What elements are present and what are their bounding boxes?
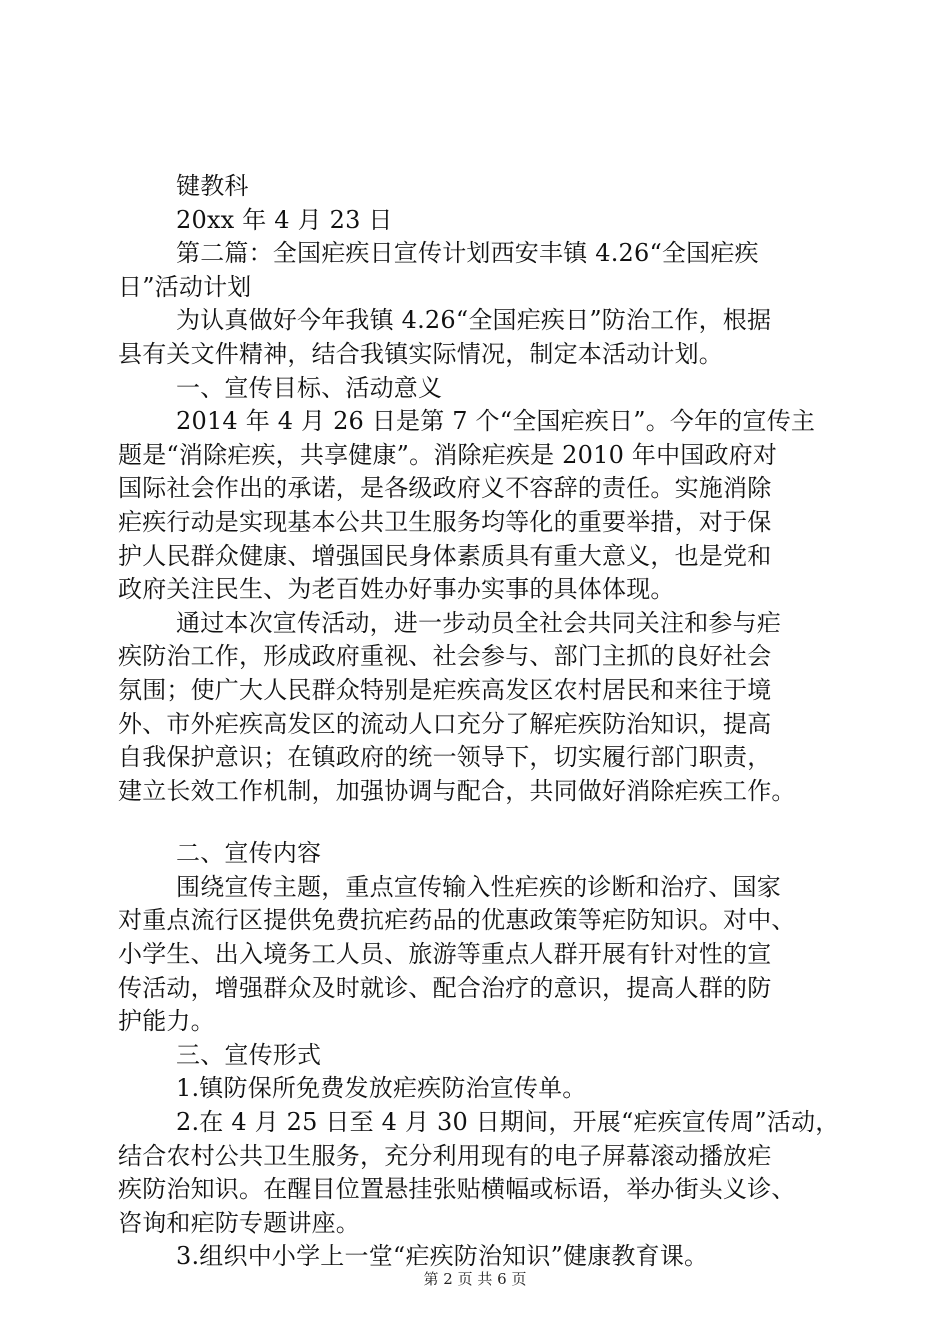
text-line: 围绕宣传主题，重点宣传输入性疟疾的诊断和治疗、国家 [176, 872, 781, 901]
text-line: 题是“消除疟疾，共享健康”。消除疟疾是 2010 年中国政府对 [118, 440, 778, 469]
text-line: 键教科 [176, 172, 249, 200]
text-line: 自我保护意识；在镇政府的统一领导下，切实履行部门职责， [118, 743, 772, 772]
text-line: 传活动，增强群众及时就诊、配合治疗的意识，提高人群的防 [118, 973, 772, 1002]
text-line: 疟疾行动是实现基本公共卫生服务均等化的重要举措，对于保 [118, 507, 772, 536]
text-line: 日”活动计划 [118, 272, 252, 301]
document-body [118, 170, 838, 1274]
text-line: 通过本次宣传活动，进一步动员全社会共同关注和参与疟 [176, 608, 781, 637]
text-line: 三、宣传形式 [176, 1040, 322, 1069]
text-line: 为认真做好今年我镇 4.26“全国疟疾日”防治工作，根据 [176, 306, 772, 335]
text-line: 建立长效工作机制，加强协调与配合，共同做好消除疟疾工作。 [118, 776, 796, 805]
text-line: 县有关文件精神，结合我镇实际情况，制定本活动计划。 [118, 339, 723, 368]
text-line: 2014 年 4 月 26 日是第 7 个“全国疟疾日”。今年的宣传主 [176, 407, 816, 436]
text-line: 一、宣传目标、活动意义 [176, 373, 443, 402]
text-line: 国际社会作出的承诺，是各级政府义不容辞的责任。实施消除 [118, 474, 772, 503]
text-line: 政府关注民生、为老百姓办好事办实事的具体体现。 [118, 575, 675, 604]
text-line: 第二篇：全国疟疾日宣传计划西安丰镇 4.26“全国疟疾 [176, 239, 759, 268]
text-line: 咨询和疟防专题讲座。 [118, 1208, 360, 1237]
page-footer: 第 2 页 共 6 页 [423, 1270, 527, 1288]
text-line: 疾防治工作，形成政府重视、社会参与、部门主抓的良好社会 [118, 642, 772, 671]
text-line: 护能力。 [118, 1007, 215, 1036]
text-line: 对重点流行区提供免费抗疟药品的优惠政策等疟防知识。对中、 [118, 906, 796, 935]
text-line: 3.组织中小学上一堂“疟疾防治知识”健康教育课。 [176, 1242, 709, 1271]
text-line: 1.镇防保所免费发放疟疾防治宣传单。 [176, 1074, 587, 1103]
paragraph-spacer [118, 808, 838, 837]
text-line: 护人民群众健康、增强国民身体素质具有重大意义，也是党和 [118, 541, 772, 570]
text-line: 疾防治知识。在醒目位置悬挂张贴横幅或标语，举办街头义诊、 [118, 1175, 796, 1204]
text-line: 结合农村公共卫生服务，充分利用现有的电子屏幕滚动播放疟 [118, 1141, 772, 1170]
text-line: 二、宣传内容 [176, 839, 322, 868]
text-line: 小学生、出入境务工人员、旅游等重点人群开展有针对性的宣 [118, 940, 772, 969]
text-line: 氛围；使广大人民群众特别是疟疾高发区农村居民和来往于境 [118, 675, 772, 704]
text-line: 20xx 年 4 月 23 日 [176, 205, 393, 234]
text-line: 外、市外疟疾高发区的流动人口充分了解疟疾防治知识，提高 [118, 709, 772, 738]
text-line: 2.在 4 月 25 日至 4 月 30 日期间，开展“疟疾宣传周”活动， [176, 1108, 840, 1137]
